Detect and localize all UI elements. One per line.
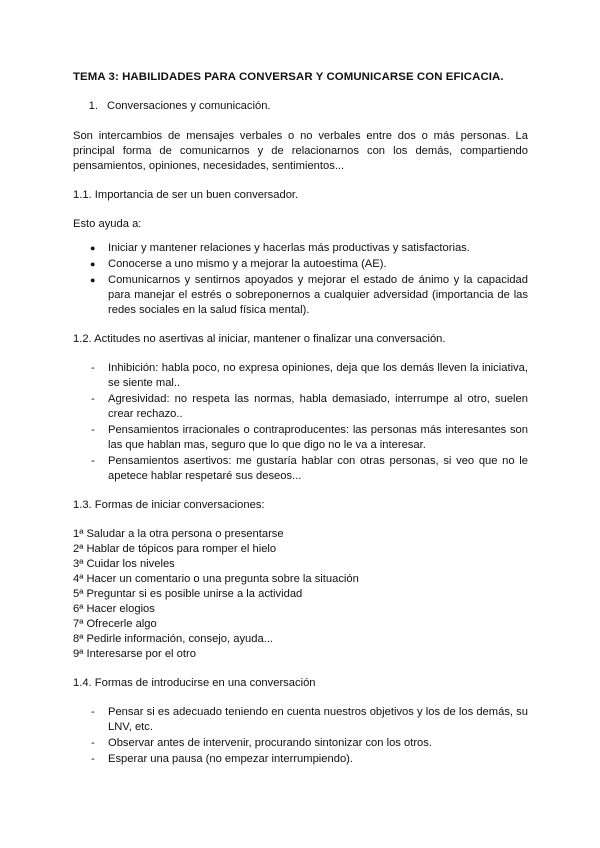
list-item: - Inhibición: habla poco, no expresa opiniones, deja que los demás lleven la iniciativa, se siente mal.. <box>73 361 528 391</box>
section-1-number: 1. <box>88 100 98 112</box>
section-1-1-list <box>73 241 528 318</box>
section-1-4-list <box>73 705 528 767</box>
intro-paragraph: Son intercambios de mensajes verbales o no verbales entre dos o más personas. La principal forma de comunicarnos y de relacionarnos con los demás, compartiendo pensamientos, opiniones, necesidades, sentimientos... <box>73 130 528 172</box>
list-item: ● Iniciar y mantener relaciones y hacerlas más productivas y satisfactorias. <box>73 241 528 256</box>
list-item: ● Conocerse a uno mismo y a mejorar la autoestima (AE). <box>73 257 528 272</box>
list-item: 2ª Hablar de tópicos para romper el hielo <box>73 543 277 555</box>
section-1-2-heading: 1.2. Actitudes no asertivas al iniciar, mantener o finalizar una conversación. <box>73 333 446 345</box>
section-1-3-list <box>73 527 528 662</box>
list-item: ● Comunicarnos y sentirnos apoyados y mejorar el estado de ánimo y la capacidad para manejar el estrés o sobreponernos a cualquier adversidad (importancia de las redes sociales en la salud física mental). <box>73 273 528 318</box>
section-1-3-heading: 1.3. Formas de iniciar conversaciones: <box>73 499 265 511</box>
list-item: - Esperar una pausa (no empezar interrumpiendo). <box>73 752 528 767</box>
list-item: 3ª Cuidar los niveles <box>73 558 175 570</box>
list-item: 4ª Hacer un comentario o una pregunta sobre la situación <box>73 573 359 585</box>
section-1-label: Conversaciones y comunicación. <box>107 100 271 112</box>
list-item: 5ª Preguntar si es posible unirse a la actividad <box>73 588 303 600</box>
document-body <box>73 70 528 781</box>
list-item: 9ª Interesarse por el otro <box>73 648 196 660</box>
list-item: - Pensar si es adecuado teniendo en cuenta nuestros objetivos y los de los demás, su LNV, etc. <box>73 705 528 735</box>
list-item: - Pensamientos asertivos: me gustaría hablar con otras personas, si veo que no le apetece hablar respetaré sus deseos... <box>73 454 528 484</box>
list-item: - Observar antes de intervenir, procurando sintonizar con los otros. <box>73 736 528 751</box>
section-1-2-list <box>73 361 528 484</box>
list-item: - Pensamientos irracionales o contraproducentes: las personas más interesantes son las que hablan mas, seguro que lo que digo no le va a interesar. <box>73 423 528 453</box>
list-item: 6ª Hacer elogios <box>73 603 155 615</box>
list-item: 8ª Pedirle información, consejo, ayuda... <box>73 633 274 645</box>
list-item: 1ª Saludar a la otra persona o presentarse <box>73 528 284 540</box>
section-1-4-heading: 1.4. Formas de introducirse en una conversación <box>73 677 316 689</box>
list-item: 7ª Ofrecerle algo <box>73 618 157 630</box>
section-1-heading <box>73 99 528 114</box>
page-title: TEMA 3: HABILIDADES PARA CONVERSAR Y COMUNICARSE CON EFICACIA. <box>73 71 504 83</box>
section-1-1-lead: Esto ayuda a: <box>73 218 142 230</box>
section-1-1-heading: 1.1. Importancia de ser un buen conversador. <box>73 189 299 201</box>
list-item: - Agresividad: no respeta las normas, habla demasiado, interrumpe al otro, suelen crear rechazo.. <box>73 392 528 422</box>
